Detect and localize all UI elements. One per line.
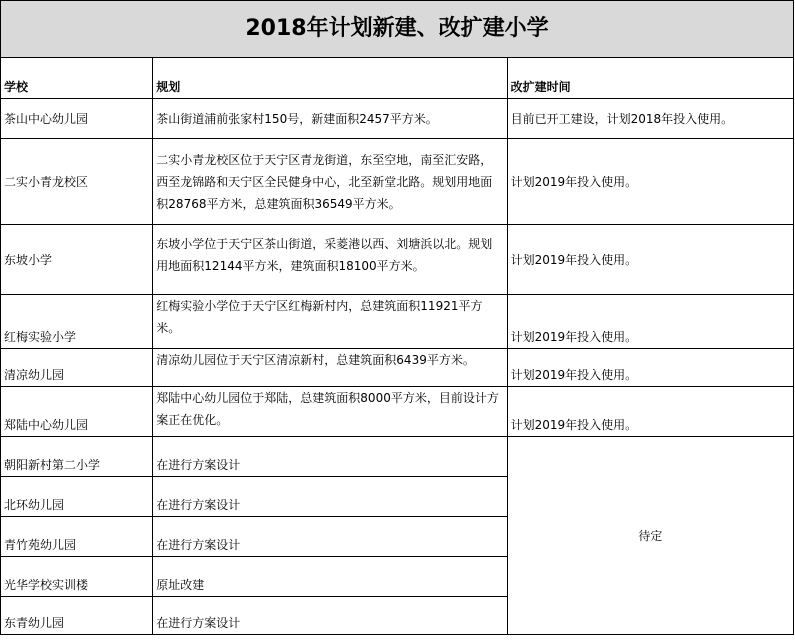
plan-text: 在进行方案设计 <box>153 437 507 477</box>
pending-time: 待定 <box>507 437 793 635</box>
plan-text: 在进行方案设计 <box>153 597 507 635</box>
table-row <box>1 99 794 139</box>
table-row <box>1 139 794 225</box>
school-name: 红梅实验小学 <box>1 295 153 349</box>
table-row <box>1 225 794 295</box>
school-name: 茶山中心幼儿园 <box>1 99 153 139</box>
school-name: 北环幼儿园 <box>1 477 153 517</box>
table-row <box>1 349 794 387</box>
table-row <box>1 387 794 437</box>
plan-text: 在进行方案设计 <box>153 477 507 517</box>
school-name: 光华学校实训楼 <box>1 557 153 597</box>
school-name: 清凉幼儿园 <box>1 349 153 387</box>
table-row <box>1 295 794 349</box>
school-name: 郑陆中心幼儿园 <box>1 387 153 437</box>
plan-text: 红梅实验小学位于天宁区红梅新村内，总建筑面积11921平方米。 <box>153 295 507 349</box>
plan-text: 原址改建 <box>153 557 507 597</box>
school-name: 东青幼儿园 <box>1 597 153 635</box>
plan-text: 茶山街道浦前张家村150号，新建面积2457平方米。 <box>153 99 507 139</box>
plan-text: 二实小青龙校区位于天宁区青龙街道，东至空地，南至汇安路，西至龙锦路和天宁区全民健身中心，北至新堂北路。规划用地面积28768平方米，总建筑面积36549平方米。 <box>153 139 507 225</box>
school-name: 二实小青龙校区 <box>1 139 153 225</box>
build-time: 计划2019年投入使用。 <box>507 225 793 295</box>
plan-text: 清凉幼儿园位于天宁区清凉新村，总建筑面积6439平方米。 <box>153 349 507 387</box>
header-plan: 规划 <box>153 58 507 99</box>
school-name: 朝阳新村第二小学 <box>1 437 153 477</box>
plan-text: 在进行方案设计 <box>153 517 507 557</box>
school-name: 东坡小学 <box>1 225 153 295</box>
table-row <box>1 437 794 477</box>
plan-text: 郑陆中心幼儿园位于郑陆，总建筑面积8000平方米，目前设计方案正在优化。 <box>153 387 507 437</box>
plan-text: 东坡小学位于天宁区茶山街道，采菱港以西、刘塘浜以北。规划用地面积12144平方米，建筑面积18100平方米。 <box>153 225 507 295</box>
table-title: 2018年计划新建、改扩建小学 <box>1 1 794 58</box>
build-time: 计划2019年投入使用。 <box>507 387 793 437</box>
build-time: 目前已开工建设，计划2018年投入使用。 <box>507 99 793 139</box>
header-time: 改扩建时间 <box>507 58 793 99</box>
school-name: 青竹苑幼儿园 <box>1 517 153 557</box>
build-time: 计划2019年投入使用。 <box>507 295 793 349</box>
build-time: 计划2019年投入使用。 <box>507 139 793 225</box>
header-school: 学校 <box>1 58 153 99</box>
build-time: 计划2019年投入使用。 <box>507 349 793 387</box>
